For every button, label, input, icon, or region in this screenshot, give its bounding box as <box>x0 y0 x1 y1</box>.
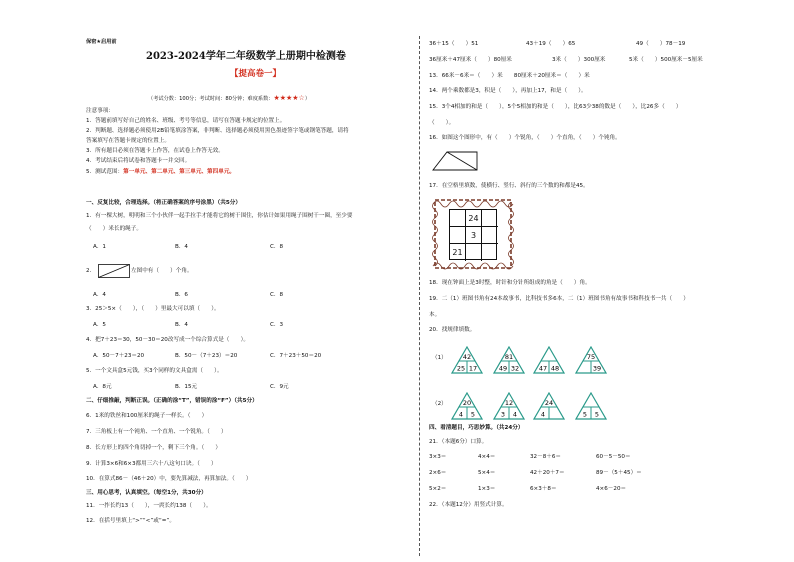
compare-item: 36厘米＋47厘米（ ）80厘米 <box>429 57 512 63</box>
question-16: 16．如图这个图形中，有（ ）个锐角，（ ）个直角，（ ）个钝角。 <box>429 135 621 141</box>
row-2-label: （2） <box>432 401 447 407</box>
option-c[interactable]: C．9元 <box>270 384 289 390</box>
option-c[interactable]: C．3 <box>270 322 284 328</box>
option-b[interactable]: B．6 <box>175 292 188 298</box>
question-2: 左图中有（ ）个角。 <box>131 268 193 274</box>
triangle-left-number: 4 <box>540 410 546 419</box>
question-5: 5．一个文具盒5元钱，买3个同样的文具盒需（ ）。 <box>86 368 223 374</box>
grid-cell[interactable]: 24 <box>466 210 482 227</box>
calc-item: 89－（5＋45）＝ <box>596 470 642 476</box>
triangle-top-number: 75 <box>586 353 596 361</box>
number-triangle <box>451 392 483 420</box>
option-a[interactable]: A．8元 <box>93 384 112 390</box>
option-a[interactable]: A．5 <box>93 322 106 328</box>
question-11: 11．一拃长约13（ ），一庹长约138（ ）。 <box>86 503 212 509</box>
triangle-top-number: 81 <box>504 353 514 361</box>
question-12: 12．在括号里填上“>”“<”或“=”。 <box>86 518 175 524</box>
calc-item: 1×3＝ <box>478 486 496 492</box>
option-b[interactable]: B．50－（7＋23）＝20 <box>175 353 238 359</box>
triangle-left-number: 3 <box>500 410 506 419</box>
triangle-right-number: 39 <box>592 364 602 373</box>
calc-item: 6×3＋8＝ <box>530 486 557 492</box>
calc-item: 2×6＝ <box>429 470 447 476</box>
triangle-top-number: 24 <box>544 399 554 407</box>
triangle-top-number: 20 <box>462 399 472 407</box>
question-17: 17．在空格里填数，使横行、竖行、斜行的三个数的和都是45。 <box>429 183 589 189</box>
calc-item: 4×4＝ <box>478 454 496 460</box>
secret-label: 保密★启用前 <box>86 39 117 45</box>
magic-square <box>430 196 516 272</box>
question-10: 10．在算式86－（46＋20）中，要先算减法，再算加法。（ ） <box>86 476 252 482</box>
grid-cell[interactable] <box>450 210 466 227</box>
question-9: 9．计算3×6和6×3都用三六十八这句口诀。（ ） <box>86 461 217 467</box>
grid-cell[interactable] <box>466 244 482 261</box>
compare-item: 49（ ）78－19 <box>636 41 686 47</box>
number-triangle <box>575 346 607 374</box>
calc-item: 32－8＋6＝ <box>530 454 562 460</box>
notes-title: 注意事项： <box>86 108 114 114</box>
question-19-cont: 本。 <box>429 312 441 318</box>
test-scope: 5．测试范围：第一单元、第二单元、第三单元、第四单元。 <box>86 169 236 175</box>
grid-cell[interactable]: 3 <box>466 227 482 244</box>
option-a[interactable]: A．50－7＋23＝20 <box>93 353 145 359</box>
exam-meta: （考试分数：100分；考试时间：80分钟；难度系数：★★★★☆） <box>148 94 311 102</box>
option-c[interactable]: C．7＋23＋50＝20 <box>270 353 322 359</box>
option-c[interactable]: C．8 <box>270 244 284 250</box>
triangle-left-number: 47 <box>538 364 548 373</box>
question-1-cont: （ ）米长的绳子。 <box>86 226 142 232</box>
triangle-left-number: 25 <box>456 364 466 373</box>
question-6: 6．1米的铁丝和100厘米的绳子一样长。（ ） <box>86 413 208 419</box>
question-4: 4．把7＋23＝30，50－30＝20改写成一个综合算式是（ ）。 <box>86 337 249 343</box>
question-15-cont: （ ）。 <box>429 120 455 126</box>
calc-item: 5×4＝ <box>478 470 496 476</box>
calc-item: 60－5－50＝ <box>596 454 631 460</box>
option-b[interactable]: B．15元 <box>175 384 198 390</box>
triangle-top-number: 42 <box>462 353 472 361</box>
section-3-title: 三、用心思考，认真填空。（每空1分，共30分） <box>86 490 207 496</box>
question-3: 3．25＞5×（ ），（ ）里最大可以填（ ）。 <box>86 306 220 312</box>
note-item: 3．所有题目必须在答题卡上作答，在试卷上作答无效。 <box>86 148 224 154</box>
grid-cell[interactable] <box>482 210 498 227</box>
number-triangle <box>493 346 525 374</box>
difficulty-stars: ★★★★☆ <box>273 94 305 102</box>
triangle-top-number: 12 <box>504 399 514 407</box>
question-13: 13．66米－6米＝（ ）米 80厘米＋20厘米＝（ ）米 <box>429 73 590 79</box>
question-18: 18．现在钟面上是3时整，时针和分针所组成的角是（ ）角。 <box>429 280 591 286</box>
note-item: 1．答题前填写好自己的姓名、班级、考号等信息，请写在答题卡规定的位置上。 <box>86 118 286 124</box>
grid-cell[interactable] <box>450 227 466 244</box>
q16-figure <box>432 151 478 174</box>
triangle-left-number: 5 <box>582 410 588 419</box>
option-b[interactable]: B．4 <box>175 322 188 328</box>
parallelogram-figure <box>98 264 130 281</box>
option-c[interactable]: C．8 <box>270 292 284 298</box>
number-triangle <box>575 392 607 420</box>
grid-cell[interactable] <box>482 227 498 244</box>
question-2-num: 2． <box>86 268 96 274</box>
triangle-right-number: 32 <box>510 364 520 373</box>
triangle-right-number: 5 <box>470 410 476 419</box>
calc-item: 4×6－20＝ <box>596 486 627 492</box>
page-subtitle: 【提高卷一】 <box>230 69 282 79</box>
triangle-right-number: 48 <box>550 364 560 373</box>
compare-item: 43＋19（ ）65 <box>526 41 576 47</box>
number-triangle <box>533 392 565 420</box>
question-21: 21．（本题6分）口算。 <box>429 439 488 445</box>
column-divider <box>419 36 420 556</box>
note-item: 4．考试结束后将试卷和答题卡一并交回。 <box>86 158 191 164</box>
question-20: 20．找规律填数。 <box>429 327 476 333</box>
calc-item: 42＋20＋7＝ <box>530 470 565 476</box>
question-15: 15．3个4相加的和是（ ），5个5相加的和是（ ），比63少38的数是（ ），比26多（ ） <box>429 104 682 110</box>
number-triangle <box>493 392 525 420</box>
triangle-right-number: 17 <box>468 364 478 373</box>
option-a[interactable]: A．1 <box>93 244 106 250</box>
grid-cell[interactable] <box>482 244 498 261</box>
number-triangle <box>451 346 483 374</box>
question-22: 22．（本题12分）用竖式计算。 <box>429 502 508 508</box>
question-14: 14．两个乘数都是3，积是（ ），再加上17，和是（ ）。 <box>429 88 587 94</box>
note-item: 答案填写在答题卡规定的位置上。 <box>86 138 170 144</box>
section-2-title: 二、仔细推敲，判断正误。（正确的涂“T”，错误的涂“F”）（共5分） <box>86 398 258 404</box>
compare-item: 5米（ ）500厘米－5厘米 <box>629 57 703 63</box>
triangle-left-number: 49 <box>498 364 508 373</box>
option-b[interactable]: B．4 <box>175 244 188 250</box>
note-item: 2．判断题、选择题必须使用2B铅笔填涂答案，非判断、选择题必须使用黑色墨迹签字笔或钢笔答题，请将 <box>86 128 349 134</box>
number-triangle <box>533 346 565 374</box>
question-8: 8．长方形上的四个角切掉一个，剩下三个角。（ ） <box>86 445 222 451</box>
question-19: 19．二（1）班图书角有24本故事书，比科技书多6本，二（1）班图书角有故事书和科技书一共（ ） <box>429 296 689 302</box>
page-title: 2023-2024学年二年级数学上册期中检测卷 <box>146 51 346 62</box>
row-1-label: （1） <box>432 355 447 361</box>
triangle-right-number: 5 <box>594 410 600 419</box>
section-4-title: 四、看清题目，巧思妙算。（共24分） <box>429 425 524 431</box>
option-a[interactable]: A．4 <box>93 292 106 298</box>
calc-item: 5×2＝ <box>429 486 447 492</box>
triangle-left-number: 4 <box>458 410 464 419</box>
grid-cell[interactable]: 21 <box>450 244 466 261</box>
question-1: 1．有一棵大树，明明和三个小伙伴一起手拉手才能将它的树干围住，你估计如果用绳子围树干一圈，至少要 <box>86 213 353 219</box>
question-7: 7．三角板上有一个钝角、一个直角、一个锐角。（ ） <box>86 429 227 435</box>
section-1-title: 一、反复比较，合理选择。（将正确答案的序号涂黑）（共5分） <box>86 200 241 206</box>
compare-item: 3米（ ）300厘米 <box>552 57 606 63</box>
calc-item: 3×3＝ <box>429 454 447 460</box>
compare-item: 36＋15（ ）51 <box>429 41 479 47</box>
triangle-right-number: 4 <box>512 410 518 419</box>
